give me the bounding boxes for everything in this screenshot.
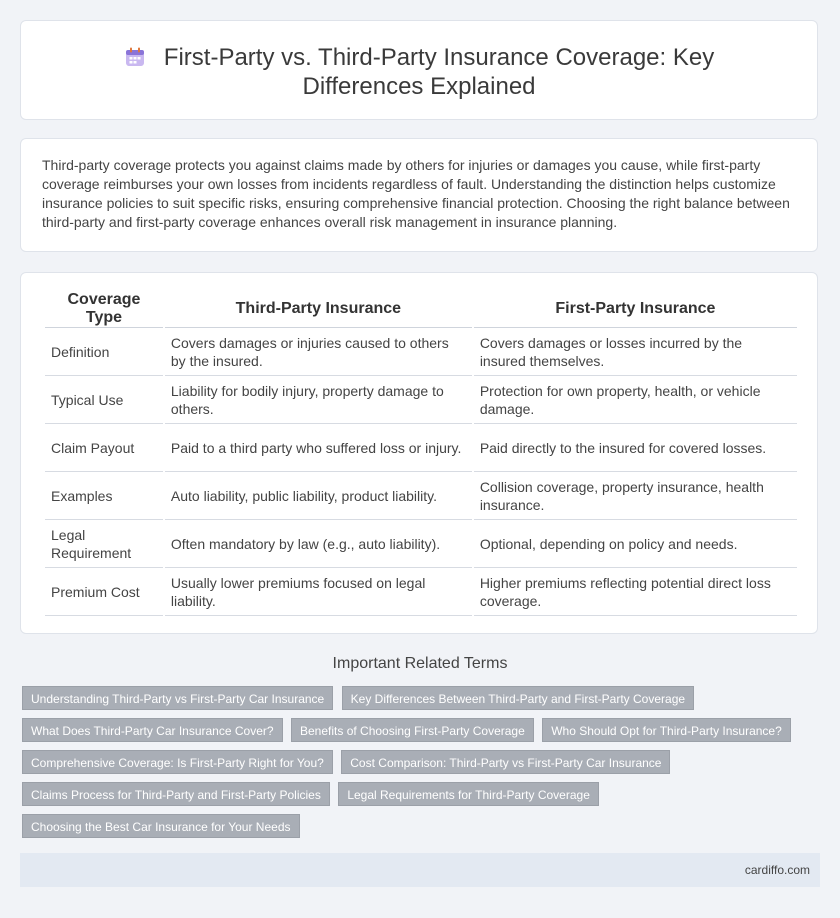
related-term-tag[interactable]: What Does Third-Party Car Insurance Cover?: [22, 718, 283, 742]
intro-card: [20, 138, 818, 252]
related-term-tag[interactable]: Cost Comparison: Third-Party vs First-Party Car Insurance: [341, 750, 670, 774]
header-third-party: Third-Party Insurance: [165, 291, 472, 328]
row-label: Claim Payout: [45, 424, 163, 472]
third-party-cell: Often mandatory by law (e.g., auto liability).: [165, 520, 472, 568]
table-row: [45, 568, 797, 616]
page-title-text: First-Party vs. Third-Party Insurance Coverage: Key Differences Explained: [163, 44, 715, 100]
first-party-cell: Collision coverage, property insurance, health insurance.: [474, 472, 797, 520]
comparison-table: [43, 291, 799, 616]
related-term-tag[interactable]: Comprehensive Coverage: Is First-Party Right for You?: [22, 750, 333, 774]
related-terms-list: [22, 686, 802, 846]
first-party-cell: Protection for own property, health, or vehicle damage.: [474, 376, 797, 424]
third-party-cell: Liability for bodily injury, property damage to others.: [165, 376, 472, 424]
row-label: Legal Requirement: [45, 520, 163, 568]
third-party-cell: Covers damages or injuries caused to others by the insured.: [165, 328, 472, 376]
footer-site-link[interactable]: cardiffo.com: [744, 863, 810, 877]
table-row: [45, 328, 797, 376]
first-party-cell: Optional, depending on policy and needs.: [474, 520, 797, 568]
calendar-icon: [124, 46, 146, 68]
first-party-cell: Higher premiums reflecting potential direct loss coverage.: [474, 568, 797, 616]
table-row: [45, 376, 797, 424]
related-term-tag[interactable]: Understanding Third-Party vs First-Party Car Insurance: [22, 686, 333, 710]
related-term-tag[interactable]: Claims Process for Third-Party and First-Party Policies: [22, 782, 330, 806]
table-header-row: [45, 291, 797, 328]
related-terms-title: Important Related Terms: [332, 655, 508, 672]
intro-paragraph: Third-party coverage protects you against claims made by others for injuries or damages you cause, while first-party coverage reimburses your own losses from incidents regardless of fault. Understanding the distinction helps customize insurance policies to suit specific risks, ensuring comprehensive financial protection. Choosing the right balance between third-party and first-party coverage enhances overall risk management in insurance planning.: [42, 157, 790, 230]
header-coverage-type: Coverage Type: [45, 291, 163, 328]
row-label: Examples: [45, 472, 163, 520]
third-party-cell: Usually lower premiums focused on legal liability.: [165, 568, 472, 616]
row-label: Definition: [45, 328, 163, 376]
table-row: [45, 424, 797, 472]
table-row: [45, 472, 797, 520]
table-row: [45, 520, 797, 568]
first-party-cell: Covers damages or losses incurred by the insured themselves.: [474, 328, 797, 376]
related-term-tag[interactable]: Key Differences Between Third-Party and First-Party Coverage: [342, 686, 694, 710]
row-label: Premium Cost: [45, 568, 163, 616]
related-term-tag[interactable]: Choosing the Best Car Insurance for Your Needs: [22, 814, 300, 838]
title-card: [20, 20, 818, 120]
row-label: Typical Use: [45, 376, 163, 424]
third-party-cell: Paid to a third party who suffered loss or injury.: [165, 424, 472, 472]
related-term-tag[interactable]: Benefits of Choosing First-Party Coverage: [291, 718, 534, 742]
footer: [20, 853, 820, 887]
comparison-table-card: [20, 272, 818, 634]
header-first-party: First-Party Insurance: [474, 291, 797, 328]
related-term-tag[interactable]: Legal Requirements for Third-Party Coverage: [338, 782, 599, 806]
related-term-tag[interactable]: Who Should Opt for Third-Party Insurance?: [542, 718, 791, 742]
third-party-cell: Auto liability, public liability, product liability.: [165, 472, 472, 520]
first-party-cell: Paid directly to the insured for covered losses.: [474, 424, 797, 472]
page-title: [61, 43, 777, 101]
